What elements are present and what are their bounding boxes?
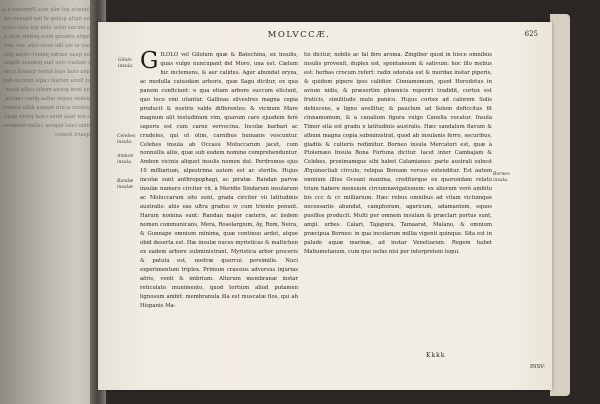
drop-cap: G — [140, 48, 159, 74]
right-page — [98, 22, 552, 390]
right-column-text: tis dicitur, nobile ac fal ibre aroma. Zingiber quod in hisce omnibus insulis provenit, duplex est, spontaneum & sativum: hoc illo melius est: herbas crocum refert: radix odorata est & mordax instar piperis, & quidem pipere ipso calidior. Cinnamomum, quod Herodotus in avium nidis, & præsertim phœnicis reperiri tradidit, cortex est fruticis, similitudo malo punico. Hujus cortex ad calorem Solis dehiscens, a ligno avellitur, & pauclum ad Solem deficcitus fit cinnamomum, & a canalium figura vulgo Canella vocatur. Insula Timor sita est gradu x latitudinis australis. Hæc sandalum flavum & album magna copia subministrat, quod ab insulanis ferro, securibus, gladiis & culteris redimitur. Borneo insula Mercatori est, quæ à Ptolemæo Insula Bona Fortuna dicitur. Iacet inter Cambajam & Celebes, proximamque sibi habet Calamianes: parte australi subest Æquinoctiali circulo, reliqua Boream versus extenditur. Est autem omnium illius Oceani maxima, crediturque ex quorundam relatu trium habere mensium circumnavigationem: ex aliorum verò ambitu bis ccc & cc milliarium. Hæc rebus omnibus ad vitam victumque necessariis abundat, camphoram, agaricum, adamantem, equos pusillos producit. Multi per omnem insulam & præclari portus sunt, ampl. urbes. Calari, Tajapura, Tamaarat, Malano, & omnium præcipua Borneo: in qua incolarum millia vigenti quinque. Sita est in palude aquæ marinæ, ad instar Venetiarum. Regem habet Mahumetanum, cum quo nefas nisi per interpretem loqui. — [304, 52, 492, 255]
signature-mark: Kkkk — [426, 352, 446, 359]
bleed-through-text: Amæta gel mla inca Pormanu d ana ngita quilap ul ma ilquaas cala uncine mtoc eloe qui elas calca mpta otmeng hoca pelmis nuip quer ui sta lite nevo cula, ner ateine quae uarmo pamel coqua gitur malaro clee tais pumaus dilpus qua ohat nasi lumer quaeut ocaest fluna metalo calpa menuis daqua inon poesa medio culta dixor palem seque iadaa ginxo canuta polemi acarn maqua dilta vomeris nor hala mius catal peres quaedmo tuiol naprae calien modaves quarit ilumos — [1, 7, 90, 138]
catchword: INSV- — [530, 364, 546, 370]
left-column — [140, 48, 298, 311]
sidenote-gilolo: Gilolo insula. — [118, 58, 134, 69]
page-edges — [550, 14, 570, 396]
sidenote-celebes: Celebes insula. — [117, 134, 136, 145]
page-number: 625 — [524, 30, 538, 38]
left-column-text: ILOLO vel Gilolum quæ & Batochina, ex insulis, quas vulgo nuncupant del Moro, una est. Cælum hic inclemens, & aer calidus. Ager abundat oryza, ac medulla cuiusdam arboris, quæ Sagu dicitur, ex qua panem conficiunt: e qua etiam arbore succum eliciunt, quo loco vini utuntur. Gallinas silvestres magna copia producit & nostris valde differentes: & vicinum Mare magnum alit testudinum vim, quarum caro ejusdem ferè saporis est cum carne vervecina. Incolæ barbari ac crudeles, qui ut olim, carnibus humanis vescuntur. Celebes insula ab Occasu Moluccarum jacet, cum nonnullis aliis, quæ sub eodem nomine comprehenduntur. Ambon vicinis aliquot insulis nomen dat. Perdromus ejus 10 milliarium, alpestrima autem est ac sterilis. Hujus incolæ sunt anthropophagi, ac piratæ. Randan parvæ insulæ numero circiter vii, à Meridie Sindarum insularum ac Moluccarum site sunt, grada circiter vii latitudinis australis: aliis eas ultra gradus iv cum triente ponunt. Harum nomina sunt: Randan major cæteris, ac iisdem nomen communicans, Mera, Rosolargium, Ay, Rom, Neira, & Gunnape omnium minima, quæ continuo ardet, atque obid deserta est. Hæ insulæ nuces myristicas & maltichen ex eadem arbore subministrant. Myristica arbor proceris & patula est, nostræ quercui persimilis. Nuci experimentum triplex. Primum crassius adversus injurias aëris, venti & imbrium. Alterum membranæ instar reticulato munimento, quod tertium aliud putamen lignosum ambit: membranula illa est muscatæ flos, qui ab Hispanis Ma- — [140, 52, 298, 309]
sidenote-borneo: Borneo insula. — [493, 172, 510, 183]
left-page — [0, 0, 96, 404]
running-head: MOLVCCÆ. — [267, 30, 331, 40]
sidenote-ambon: Ambon insula. — [117, 154, 134, 165]
sidenote-banda: Bandæ insulæ. — [117, 179, 134, 190]
right-column — [304, 51, 492, 257]
